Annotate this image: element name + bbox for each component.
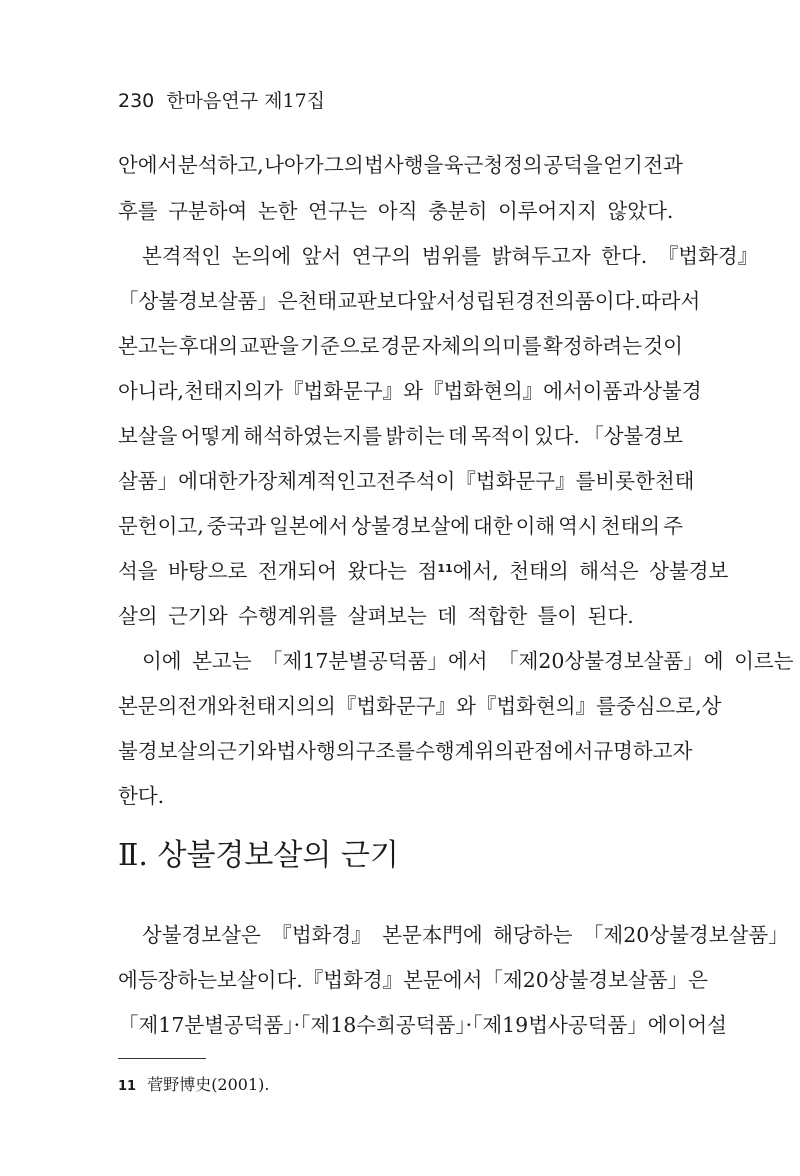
word: 천태지의의 <box>236 694 336 718</box>
footnote-divider <box>118 1058 206 1059</box>
text-line: 상불경보살은 『법화경』 본문本門에 해당하는 「제20상불경보살품」 <box>142 923 789 947</box>
word: 『법화문구』를 <box>455 469 596 493</box>
word: 자체의 <box>421 334 481 358</box>
word: 『법화문구』와 <box>335 694 476 718</box>
word: 일본에서 <box>269 514 349 538</box>
word: 것이 <box>643 334 683 358</box>
word: 의미를 <box>482 334 542 358</box>
word: 규명하고자 <box>593 739 693 763</box>
word: 품과 <box>602 379 643 403</box>
word: 대한 <box>473 514 513 538</box>
word: 「상불경보살품」은 <box>118 289 298 313</box>
word: 이어 <box>667 1013 708 1037</box>
text-line: 살의 근기와 수행계위를 살펴보는 데 적합한 틀이 된다. <box>118 604 634 628</box>
word: 상불경보살에 <box>351 514 471 538</box>
text-line <box>118 419 683 449</box>
word: 이 <box>582 379 603 403</box>
text-segment: 석을 바탕으로 전개되어 왔다는 점 <box>118 559 438 583</box>
word: 중심으로, <box>615 694 702 718</box>
word: 경문 <box>380 334 421 358</box>
word: 아니라, <box>118 379 184 403</box>
word: 해석하였는지를 <box>243 424 383 448</box>
word: 전과 <box>643 153 683 177</box>
word: 법사행을 <box>364 153 444 177</box>
word: 『법화경』 <box>302 968 404 992</box>
text-line <box>118 689 722 719</box>
text-segment: 에서, 천태의 해석은 상불경보 <box>452 559 729 583</box>
word: 법사행의 <box>276 739 356 763</box>
word: 구조를 <box>355 739 416 763</box>
word: 가장 <box>237 469 278 493</box>
text-line <box>118 963 708 993</box>
word: 『법화현의』에서 <box>422 379 583 403</box>
word: 상불경 <box>642 379 702 403</box>
word: 에 <box>118 968 138 992</box>
text-line <box>118 148 683 178</box>
footnote-text: 菅野博史(2001). <box>147 1075 270 1094</box>
word: 육근청정의 <box>443 153 543 177</box>
word: 성립된 <box>456 289 516 313</box>
word: 따라서 <box>640 289 701 313</box>
text-line <box>118 329 683 359</box>
text-line-with-footnote: 석을 바탕으로 전개되어 왔다는 점 11 에서, 천태의 해석은 상불경보 <box>118 554 683 584</box>
word: 천태의 <box>600 514 661 538</box>
word: 본문에서 <box>403 968 483 992</box>
text-line: 이에 본고는 「제17분별공덕품」에서 「제20상불경보살품」에 이르는 <box>142 649 794 673</box>
word: 이해 <box>515 514 556 538</box>
text-line <box>118 284 701 314</box>
word: 살품」에 <box>118 469 198 493</box>
word: 체계적인 <box>277 469 357 493</box>
footnote-number: 11 <box>118 1079 137 1094</box>
word: 관점에서 <box>514 739 594 763</box>
journal-title: 한마음연구 제17집 <box>166 90 326 112</box>
word: 천태 <box>654 469 695 493</box>
word: 대한 <box>197 469 238 493</box>
word: 나아가 <box>264 153 324 177</box>
word: 역시 <box>558 514 598 538</box>
word: 『법화문구』와 <box>282 379 423 403</box>
word: 불경보살의 <box>118 739 218 763</box>
text-line <box>118 1008 727 1038</box>
text-line <box>118 464 695 494</box>
word: 「제17분별공덕품」·「제18수희공덕품」·「제19법사공덕품」에 <box>118 1013 668 1037</box>
section-heading: Ⅱ. 상불경보살의 근기 <box>118 838 399 873</box>
word: 어떻게 <box>180 424 241 448</box>
word: 기준으로 <box>300 334 380 358</box>
word: 그의 <box>324 153 364 177</box>
word: 주 <box>663 514 683 538</box>
word: 「상불경보 <box>583 424 683 448</box>
word: 공덕을 <box>543 153 603 177</box>
word: 본문의 <box>118 694 178 718</box>
word: 교판을 <box>239 334 299 358</box>
word: 「제20상불경보살품」은 <box>482 968 708 992</box>
text-line: 본격적인 논의에 앞서 연구의 범위를 밝혀두고자 한다. 『법화경』 <box>142 244 759 268</box>
word: 『법화현의』를 <box>475 694 616 718</box>
word: 보살을 <box>118 424 178 448</box>
word: 목적이 <box>471 424 531 448</box>
word: 비롯한 <box>595 469 655 493</box>
text-line <box>118 374 702 404</box>
word: 천태지의가 <box>183 379 283 403</box>
text-line <box>118 509 683 539</box>
word: 얻기 <box>603 153 643 177</box>
word: 등장하는 <box>137 968 218 992</box>
text-line: 한다. <box>118 784 165 808</box>
word: 본고는 <box>118 334 178 358</box>
word: 분석하고, <box>177 153 264 177</box>
word: 근기와 <box>217 739 277 763</box>
text-line: 후를 구분하여 논한 연구는 아직 충분히 이루어지지 않았다. <box>118 199 674 223</box>
running-header <box>118 86 325 113</box>
word: 밝히는 <box>385 424 445 448</box>
word: 천태교판보다 <box>297 289 417 313</box>
word: 경전의 <box>515 289 575 313</box>
word: 고전 <box>356 469 396 493</box>
word: 설 <box>707 1013 727 1037</box>
text-line <box>118 734 693 764</box>
page-number: 230 <box>118 90 155 112</box>
word: 있다. <box>533 424 580 448</box>
word: 품이다. <box>574 289 641 313</box>
footnote <box>118 1072 269 1095</box>
word: 전개와 <box>177 694 237 718</box>
word: 확정하려는 <box>543 334 643 358</box>
word: 주석이 <box>395 469 456 493</box>
word: 안에서 <box>118 153 178 177</box>
word: 수행계위의 <box>415 739 515 763</box>
word: 후대의 <box>178 334 239 358</box>
word: 상 <box>701 694 722 718</box>
word: 데 <box>448 424 468 448</box>
word: 보살이다. <box>217 968 303 992</box>
word: 문헌이고, <box>118 514 204 538</box>
word: 중국과 <box>206 514 267 538</box>
word: 앞서 <box>416 289 457 313</box>
